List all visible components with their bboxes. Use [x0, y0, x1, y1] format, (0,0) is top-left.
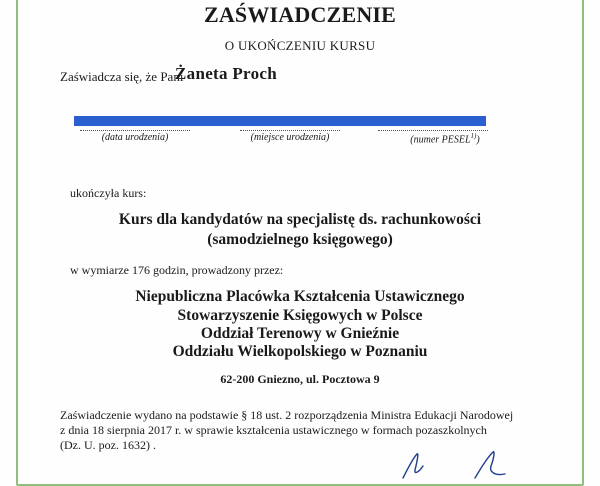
organizer-address: 62-200 Gniezno, ul. Pocztowa 9	[220, 372, 380, 386]
hours-text: w wymiarze 176 godzin, prowadzony przez:	[70, 263, 284, 277]
finished-text: ukończyła kurs:	[70, 186, 147, 200]
pesel-label	[380, 132, 510, 145]
certificate-title: ZAŚWIADCZENIE	[203, 2, 397, 27]
course-name-line2: (samodzielnego księgowego)	[207, 231, 393, 248]
legal-basis-line1: Zaświadczenie wydano na podstawie § 18 ust. 2 rozporządzenia Ministra Edukacji Narodowej	[60, 408, 514, 422]
certificate-subtitle: O UKOŃCZENIU KURSU	[224, 38, 376, 53]
pesel-label-text: (numer PESEL	[410, 134, 471, 146]
signature-image	[395, 448, 515, 480]
organizer-line1: Niepubliczna Placówka Kształcenia Ustawicznego	[135, 288, 465, 305]
birth-place-label: (miejsce urodzenia)	[250, 132, 330, 143]
organizer-line2: Stowarzyszenie Księgowych w Polsce	[177, 307, 423, 324]
pesel-footnote: 1)	[470, 132, 477, 140]
legal-basis-line3: (Dz. U. poz. 1632) .	[60, 438, 156, 452]
organizer-line4: Oddziału Wielkopolskiego w Poznaniu	[172, 343, 428, 360]
birth-place-dotted-line	[240, 126, 340, 131]
course-name-line1: Kurs dla kandydatów na specjalistę ds. rachunkowości	[118, 211, 482, 228]
certify-text: Zaświadcza się, że Pani	[60, 69, 184, 84]
organizer-line3: Oddział Terenowy w Gnieźnie	[200, 325, 400, 342]
redaction-bar	[74, 116, 486, 126]
legal-basis-line2: z dnia 18 sierpnia 2017 r. w sprawie kształcenia ustawicznego w formach pozaszkolnych	[60, 423, 487, 437]
birth-date-dotted-line	[80, 126, 190, 131]
pesel-dotted-line	[378, 126, 488, 131]
birth-date-label: (data urodzenia)	[101, 132, 169, 143]
recipient-name: Żaneta Proch	[175, 64, 277, 83]
pesel-label-close: )	[476, 134, 480, 146]
